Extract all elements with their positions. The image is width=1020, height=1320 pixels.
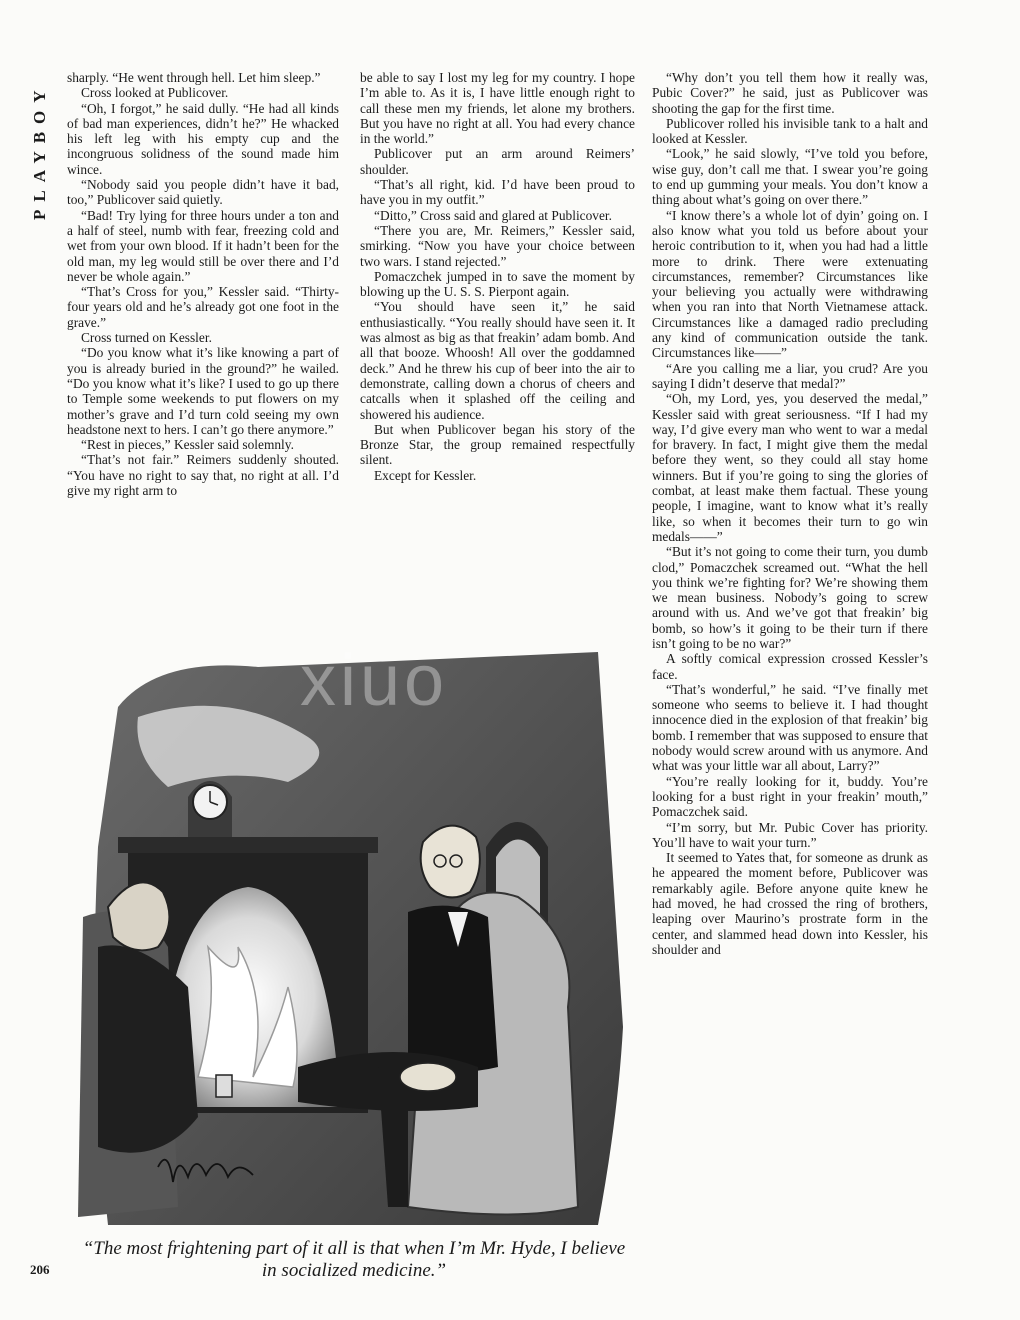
paragraph: “I’m sorry, but Mr. Pubic Cover has priority. You’ll have to wait your turn.” — [652, 819, 928, 850]
text-column-2 — [360, 70, 635, 483]
paragraph: “Oh, I forgot,” he said dully. “He had all kinds of bad man experiences, didn’t he?” He whacked his left leg with his empty cup and the incongruous solidness of the sound made him wince. — [67, 100, 339, 177]
paragraph: “There you are, Mr. Reimers,” Kessler said, smirking. “Now you have your choice between two wars. I stand rejected.” — [360, 222, 635, 269]
paragraph: Publicover put an arm around Reimers’ shoulder. — [360, 146, 635, 177]
paragraph: “I know there’s a whole lot of dyin’ going on. I also know what you told us before about your heroic contribution to it, when you had had a little more to drink. There were extenuating circumstances, remember? Circumstances like your believing you actually were withdrawing when you ran into that North Vietnamese attack. Circumstances like a damaged radio precluding any kind of communication outside the tank. Circumstances like——” — [652, 207, 928, 361]
cartoon-illustration — [78, 647, 630, 1225]
paragraph: “You should have seen it,” he said enthusiastically. “You really should have seen it. It was almost as big as that freakin’ adam bomb. And all that booze. Whoosh! All over the goddamned deck.” And he threw his cup of beer into the air to demonstrate, calling down a chorus of cheers and catcalls when it splashed off the ceiling and showered his audience. — [360, 299, 635, 422]
paragraph: “Bad! Try lying for three hours under a ton and a half of steel, numb with fear, freezing cold and wet from your own blood. If it hadn’t been for the old man, my leg would still be over there and I’d never be whole again.” — [67, 207, 339, 284]
paragraph: “Are you calling me a liar, you crud? Are you saying I didn’t deserve that medal?” — [652, 360, 928, 391]
paragraph: be able to say I lost my leg for my country. I hope I’m able to. As it is, I have little enough right to call these men my friends, let alone my brothers. But you have no right at all. You had every chance in the world.” — [360, 70, 635, 147]
paragraph: “That’s not fair.” Reimers suddenly shouted. “You have no right to say that, no right at all. I’d give my right arm to — [67, 452, 339, 499]
paragraph: Cross looked at Publicover. — [81, 85, 229, 101]
paragraph: “But it’s not going to come their turn, you dumb clod,” Pomaczchek screamed out. “What the hell you think we’re fighting for? We’re showing them we mean business. Nobody’s going to screw around with us. And we’ve got that freakin’ big bomb, so how’s it going to be their turn if there isn’t going to be no war?” — [652, 544, 928, 651]
paragraph: sharply. “He went through hell. Let him sleep.” — [67, 70, 321, 85]
watermark: xiuo — [300, 641, 449, 721]
paragraph: “That’s wonderful,” he said. “I’ve finally met someone who seems to believe it. I had thought innocence died in the explosion of that freakin’ big bomb. I remember that was supposed to ensure that nobody would screw around with us anymore. And what was your little war all about, Larry?” — [652, 681, 928, 774]
paragraph: “Why don’t you tell them how it really was, Pubic Cover?” he said, just as Publicover was shooting the gap for the first time. — [652, 70, 928, 116]
paragraph: A softly comical expression crossed Kessler’s face. — [652, 651, 928, 682]
page-number: 206 — [30, 1262, 50, 1277]
paragraph: Publicover rolled his invisible tank to a halt and looked at Kessler. — [652, 115, 928, 147]
paragraph: It seemed to Yates that, for someone as drunk as he appeared the moment before, Publicover was remarkably agile. Before anyone quite knew he had moved, he had crossed the ring of brothers, leaping over Maurino’s prostrate form in the center, and slammed head down into Kessler, his shoulder and — [652, 850, 928, 957]
cartoon-caption: “The most frightening part of it all is that when I’m Mr. Hyde, I believe in socialized medicine.” — [82, 1238, 626, 1281]
drink-glass-icon — [216, 1075, 232, 1097]
paragraph: “Rest in pieces,” Kessler said solemnly. — [81, 437, 294, 453]
paragraph: “Look,” he said slowly, “I’ve told you before, wise guy, don’t call me that. I swear you’re going to end up gumming your meals. You don’t know a thing about what’s going on over there.” — [652, 146, 928, 208]
paragraph: “That’s Cross for you,” Kessler said. “Thirty-four years old and he’s already got one foot in the grave.” — [67, 284, 339, 330]
paragraph: “That’s all right, kid. I’d have been proud to have you in my outfit.” — [360, 177, 635, 208]
paragraph: Except for Kessler. — [374, 467, 477, 483]
paragraph: Cross turned on Kessler. — [81, 330, 212, 346]
paragraph: “Nobody said you people didn’t have it bad, too,” Publicover said quietly. — [67, 177, 339, 208]
paragraph: “Oh, my Lord, yes, you deserved the medal,” Kessler said with great seriousness. “If I had my way, I’d give every man who went to war a medal for bravery. In fact, I might give them the medal before they went, so they could all stay home winners. But if you’re going to sing the glories of combat, at least make them factual. These young people, I imagine, want to know what it’s really like, so when it becomes their turn to go win medals——” — [652, 391, 928, 544]
paragraph: “You’re really looking for it, buddy. You’re looking for a bust right in your freakin’ mouth,” Pomaczchek said. — [652, 773, 928, 820]
mantel-clock-icon — [188, 781, 232, 837]
text-column-1 — [67, 70, 339, 498]
paragraph: “Do you know what it’s like knowing a part of you is already buried in the ground?” he wailed. “Do you know what it’s like? I used to go up there to Temple some weekends to put flowers on my mother’s grave and I’d turn cold seeing my own headstone next to hers. I can’t go there anymore.” — [67, 345, 339, 437]
paragraph: “Ditto,” Cross said and glared at Publicover. — [374, 207, 613, 223]
paragraph: But when Publicover began his story of the Bronze Star, the group remained respectfully silent. — [360, 421, 635, 468]
paragraph: Pomaczchek jumped in to save the moment by blowing up the U. S. S. Pierpont again. — [360, 268, 635, 300]
text-column-3 — [652, 70, 928, 957]
masthead: PLAYBOY — [30, 82, 49, 220]
